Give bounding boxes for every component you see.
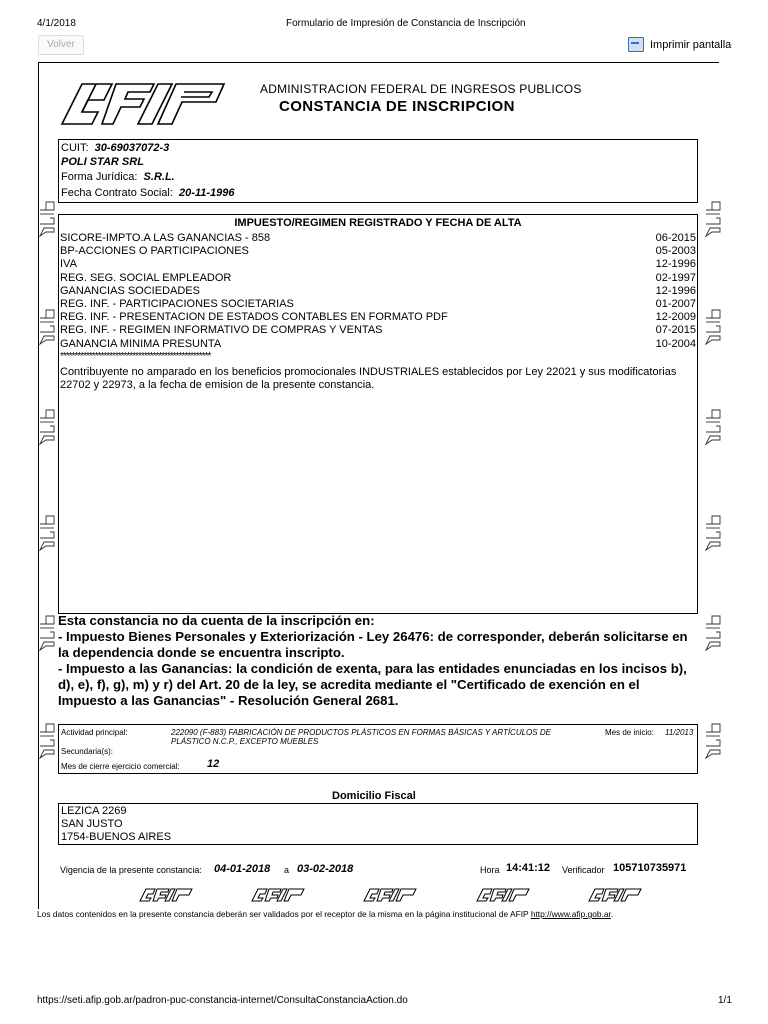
tax-row <box>60 272 696 285</box>
tax-name: IVA <box>60 258 77 271</box>
legal-form-label: Forma Jurídica: <box>61 171 138 183</box>
tax-date: 01-2007 <box>655 298 696 310</box>
taxpayer-box <box>58 139 698 203</box>
afip-side-watermark-icon <box>704 198 722 238</box>
afip-side-watermark-icon <box>704 612 722 652</box>
notice-line-1: Esta constancia no da cuenta de la inscripción en: <box>58 613 375 628</box>
afip-side-watermark-icon <box>38 612 56 652</box>
afip-side-watermark-icon <box>704 512 722 552</box>
tax-date: 10-2004 <box>655 337 696 350</box>
start-month-label: Mes de inicio: <box>605 728 654 737</box>
tax-name: REG. SEG. SOCIAL EMPLEADOR <box>60 271 232 284</box>
afip-watermark-icon <box>138 888 208 902</box>
tax-name: REG. INF. - PRESENTACION DE ESTADOS CONTABLES EN FORMATO PDF <box>60 311 448 324</box>
print-screen-button[interactable] <box>628 37 731 52</box>
taxes-box <box>58 214 698 614</box>
tax-name: GANANCIA MINIMA PRESUNTA <box>60 337 222 350</box>
taxpayer-name: POLI STAR SRL <box>61 156 144 168</box>
afip-side-watermark-icon <box>38 406 56 446</box>
separator-stars: **************************************************** <box>60 351 211 362</box>
afip-watermark-icon <box>475 888 545 902</box>
legal-form-value: S.R.L. <box>143 171 175 183</box>
tax-date: 07-2015 <box>655 324 696 337</box>
secondary-activity-label: Secundaria(s): <box>61 747 114 756</box>
validity-to: 03-02-2018 <box>297 863 354 875</box>
validity-label: Vigencia de la presente constancia: <box>60 865 202 875</box>
tax-name: BP-ACCIONES O PARTICIPACIONES <box>60 245 249 258</box>
print-page-title: Formulario de Impresión de Constancia de Inscripción <box>286 18 526 29</box>
address-line-3: 1754-BUENOS AIRES <box>61 831 172 843</box>
print-url: https://seti.afip.gob.ar/padron-puc-constancia-internet/ConsultaConstanciaAction.do <box>37 995 408 1006</box>
tax-row <box>60 285 696 298</box>
verifier-value: 105710735971 <box>613 862 687 874</box>
notice-line-3: - Impuesto a las Ganancias: la condición de exenta, para las entidades enunciadas en los incisos b), d), e), f), g), m) y r) del Art. 20 de la ley, se acredita mediante el "Certificado de exención en el Impuesto a las Ganancias" - Resolución General 2681. <box>58 661 687 708</box>
tax-name: REG. INF. - REGIMEN INFORMATIVO DE COMPRAS Y VENTAS <box>60 324 383 337</box>
tax-date: 12-1996 <box>655 284 696 297</box>
time-value: 14:41:12 <box>506 862 551 874</box>
afip-watermark-icon <box>250 888 320 902</box>
address-box <box>58 803 698 845</box>
disclaimer: Los datos contenidos en la presente constancia deberán ser validados por el receptor de la misma en la página institucional de AFIP http://www.afip.gob.ar. <box>37 909 614 919</box>
back-button[interactable]: Volver <box>38 35 84 55</box>
cuit-value: 30-69037072-3 <box>94 142 170 154</box>
org-name: ADMINISTRACION FEDERAL DE INGRESOS PUBLICOS <box>260 82 582 96</box>
afip-side-watermark-icon <box>38 720 56 760</box>
tax-name: SICORE-IMPTO.A LAS GANANCIAS - 858 <box>60 232 271 244</box>
activity-box <box>58 724 698 774</box>
address-header: Domicilio Fiscal <box>332 790 416 802</box>
tax-row <box>60 258 696 271</box>
tax-row <box>60 324 696 337</box>
tax-date: 12-1996 <box>655 258 696 271</box>
page-title: CONSTANCIA DE INSCRIPCION <box>279 98 515 115</box>
tax-row <box>60 298 696 311</box>
afip-watermark-icon <box>587 888 657 902</box>
fiscal-close-value: 12 <box>207 758 220 770</box>
afip-side-watermark-icon <box>704 720 722 760</box>
print-screen-label: Imprimir pantalla <box>650 38 732 51</box>
validity-from: 04-01-2018 <box>214 863 271 875</box>
afip-side-watermark-icon <box>38 198 56 238</box>
start-month-value: 11/2013 <box>665 728 694 737</box>
tax-name: GANANCIAS SOCIEDADES <box>60 284 200 297</box>
tax-row <box>60 232 696 245</box>
fiscal-close-label: Mes de cierre ejercicio comercial: <box>61 762 180 771</box>
notice-line-2: - Impuesto Bienes Personales y Exteriorización - Ley 26476: de corresponder, deberán solicitarse en la dependencia donde se encuentra inscripto. <box>58 629 688 660</box>
notice <box>58 613 698 709</box>
address-line-1: LEZICA 2269 <box>61 805 127 817</box>
tax-date: 12-2009 <box>655 311 696 324</box>
afip-link[interactable]: http://www.afip.gob.ar <box>530 909 611 919</box>
validity-a: a <box>284 865 290 875</box>
contract-date-value: 20-11-1996 <box>179 187 235 199</box>
afip-side-watermark-icon <box>704 406 722 446</box>
afip-logo <box>58 80 230 126</box>
time-label: Hora <box>480 865 500 875</box>
tax-date: 05-2003 <box>655 245 696 258</box>
print-icon <box>628 37 644 52</box>
tax-row <box>60 245 696 258</box>
disclaimer-text: Los datos contenidos en la presente constancia deberán ser validados por el receptor de la misma en la página institucional de AFIP <box>37 909 529 919</box>
tax-date: 02-1997 <box>655 271 696 284</box>
tax-row <box>60 311 696 324</box>
main-activity-value: 222090 (F-883) FABRICACIÓN DE PRODUCTOS PLÁSTICOS EN FORMAS BÁSICAS Y ARTÍCULOS DE PLÁSTICO N.C.P., EXCEPTO MUEBLES <box>171 728 551 746</box>
afip-side-watermark-icon <box>38 306 56 346</box>
promo-note: Contribuyente no amparado en los beneficios promocionales INDUSTRIALES establecidos por Ley 22021 y sus modificatorias 22702 y 22973, a la fecha de emision de la presente constancia. <box>60 366 677 391</box>
afip-side-watermark-icon <box>704 306 722 346</box>
taxes-header: IMPUESTO/REGIMEN REGISTRADO Y FECHA DE ALTA <box>234 217 522 229</box>
tax-name: REG. INF. - PARTICIPACIONES SOCIETARIAS <box>60 298 294 310</box>
main-activity-label: Actividad principal: <box>61 728 128 737</box>
cuit-label: CUIT: <box>61 142 89 154</box>
print-page-count: 1/1 <box>718 995 732 1006</box>
afip-watermark-icon <box>362 888 432 902</box>
afip-side-watermark-icon <box>38 512 56 552</box>
contract-date-label: Fecha Contrato Social: <box>61 187 173 199</box>
print-date: 4/1/2018 <box>37 18 76 29</box>
address-line-2: SAN JUSTO <box>61 818 123 830</box>
tax-date: 06-2015 <box>655 232 696 244</box>
tax-row <box>60 338 696 351</box>
verifier-label: Verificador <box>562 865 605 875</box>
